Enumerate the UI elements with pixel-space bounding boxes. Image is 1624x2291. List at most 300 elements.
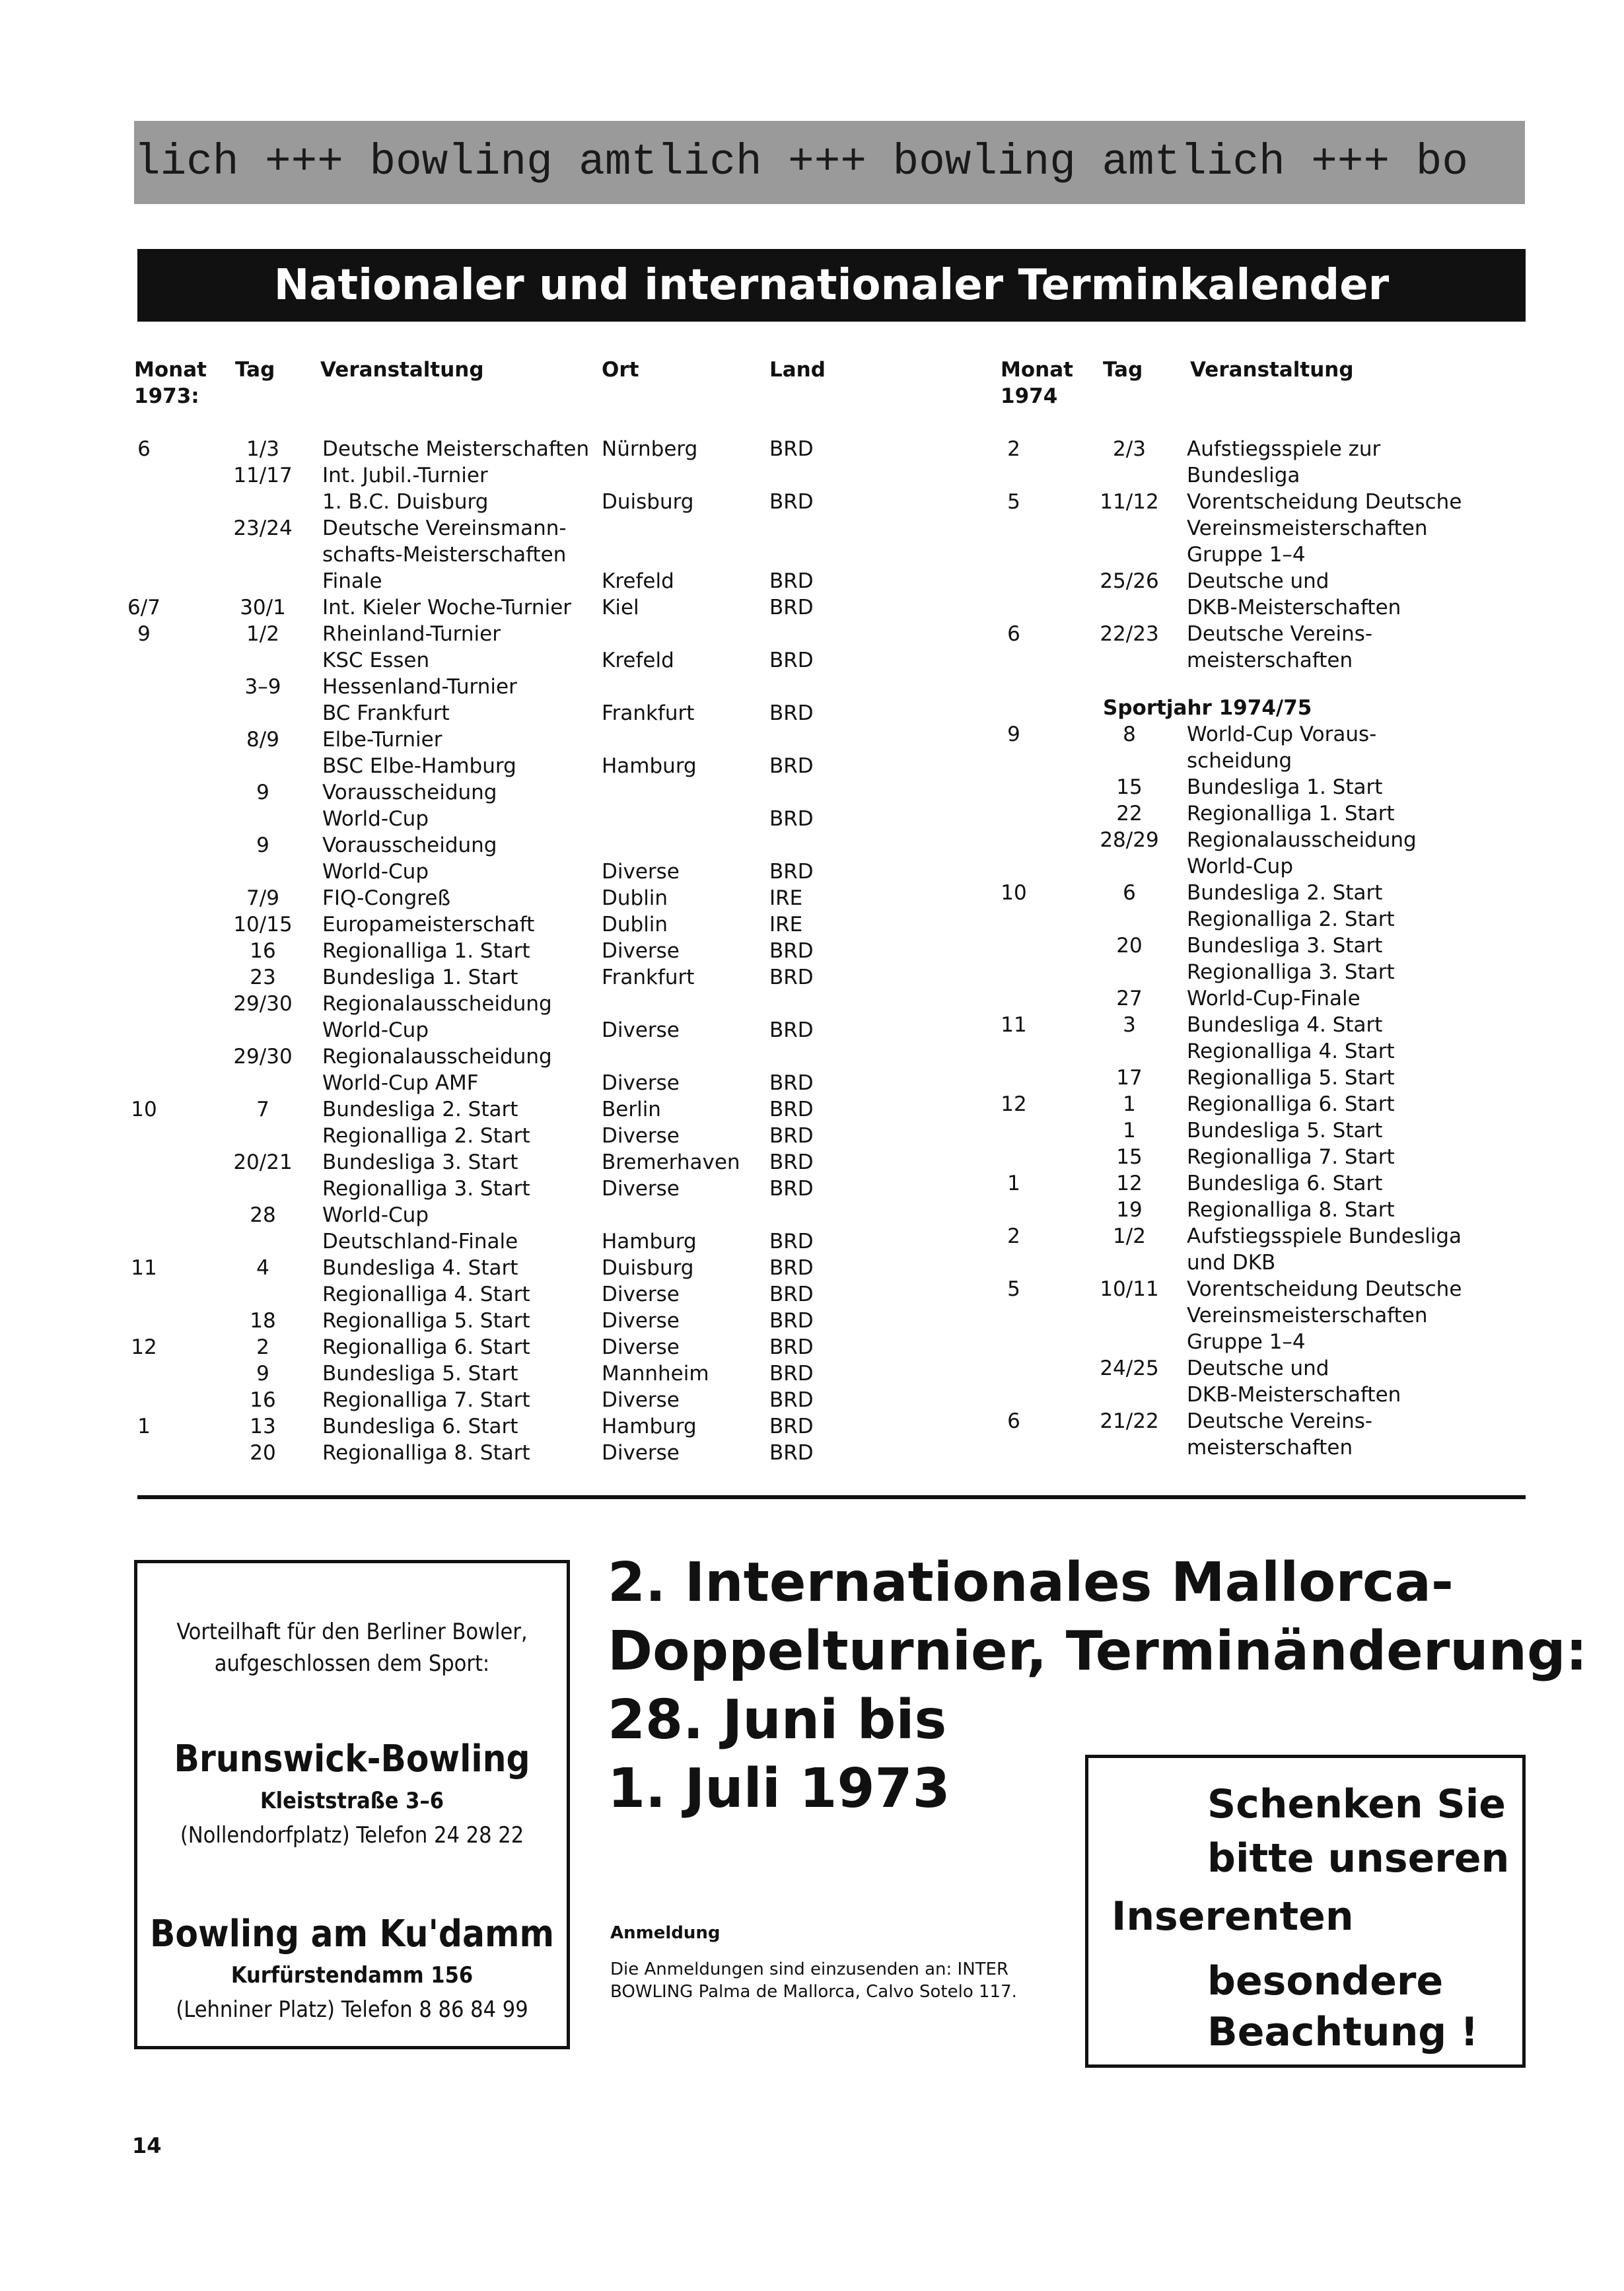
cell-day: 1 bbox=[1123, 1119, 1136, 1143]
ad-phone-brunswick: (Nollendorfplatz) Telefon 24 28 22 bbox=[180, 1822, 524, 1849]
cell-month: 9 bbox=[137, 622, 151, 646]
cell-day: 7/9 bbox=[246, 886, 279, 910]
cell-place: Hamburg bbox=[602, 1415, 697, 1438]
cell-day: 29/30 bbox=[233, 992, 293, 1016]
table-row bbox=[1001, 1065, 1529, 1091]
cell-event: Bundesliga 6. Start bbox=[322, 1415, 518, 1438]
cell-month: 1 bbox=[137, 1415, 151, 1438]
header-event: Veranstaltung bbox=[1190, 358, 1354, 382]
cell-country: BRD bbox=[769, 1441, 814, 1465]
cell-event: Deutsche und bbox=[1187, 1357, 1329, 1380]
cell-event: Bundesliga 1. Start bbox=[322, 966, 518, 989]
cell-day: 20 bbox=[250, 1441, 276, 1465]
table-row bbox=[134, 674, 861, 700]
ad-brunswick-bowling bbox=[134, 1560, 570, 2049]
table-row bbox=[1001, 1012, 1529, 1038]
cell-place: Kiel bbox=[602, 596, 639, 619]
table-row bbox=[134, 515, 861, 542]
ad-intro-line2: aufgeschlossen dem Sport: bbox=[214, 1650, 490, 1677]
cell-month: 5 bbox=[1007, 1277, 1020, 1301]
cell-event: BSC Elbe-Hamburg bbox=[322, 754, 516, 778]
table-row bbox=[134, 1123, 861, 1149]
table-row bbox=[1001, 1091, 1529, 1117]
table-row bbox=[1001, 853, 1529, 880]
sportjahr-heading: Sportjahr 1974/75 bbox=[1103, 696, 1312, 720]
table-row bbox=[1001, 959, 1529, 985]
table-row bbox=[127, 594, 861, 621]
cell-event: Aufstiegsspiele zur bbox=[1187, 437, 1381, 461]
cell-country: BRD bbox=[769, 1177, 814, 1201]
cell-month: 2 bbox=[1007, 437, 1020, 461]
cell-day: 8 bbox=[1123, 723, 1136, 746]
cell-place: Dublin bbox=[602, 886, 668, 910]
cell-country: BRD bbox=[769, 1098, 814, 1121]
cell-day: 19 bbox=[1116, 1198, 1143, 1222]
ad-name-kudamm: Bowling am Ku'damm bbox=[150, 1913, 554, 1956]
table-row bbox=[134, 436, 861, 462]
cell-month: 2 bbox=[1007, 1224, 1020, 1248]
cell-day: 28/29 bbox=[1100, 828, 1159, 852]
cell-place: Hamburg bbox=[602, 754, 697, 778]
cell-month: 6 bbox=[1007, 622, 1020, 646]
cell-event: World-Cup-Finale bbox=[1187, 987, 1360, 1010]
anmeldung-label: Anmeldung bbox=[610, 1923, 721, 1943]
cell-day: 8/9 bbox=[246, 728, 279, 752]
ad-address-brunswick: Kleiststraße 3–6 bbox=[260, 1788, 444, 1814]
cell-event: Deutsche und bbox=[1187, 569, 1329, 593]
cell-event: Finale bbox=[322, 569, 382, 593]
header-country: Land bbox=[769, 358, 826, 382]
table-row bbox=[134, 1413, 861, 1440]
cell-month: 11 bbox=[1001, 1013, 1027, 1037]
table-row bbox=[134, 647, 861, 674]
mallorca-line4: 1. Juli 1973 bbox=[608, 1757, 950, 1820]
table-row bbox=[1001, 542, 1529, 568]
cell-day: 3 bbox=[1123, 1013, 1136, 1037]
table-row bbox=[134, 621, 861, 647]
table-row bbox=[134, 911, 861, 938]
cell-event: Vorentscheidung Deutsche bbox=[1187, 1277, 1462, 1301]
cell-country: BRD bbox=[769, 490, 814, 514]
cell-event: scheidung bbox=[1187, 749, 1292, 773]
table-row bbox=[1001, 594, 1529, 621]
table-row bbox=[134, 1228, 861, 1255]
cell-place: Duisburg bbox=[602, 1256, 694, 1280]
cell-event: Bundesliga 2. Start bbox=[322, 1098, 518, 1121]
ad-right-line1: Schenken Sie bbox=[1207, 1781, 1506, 1827]
table-row bbox=[1001, 647, 1529, 674]
cell-day: 1/3 bbox=[246, 437, 279, 461]
cell-place: Duisburg bbox=[602, 490, 694, 514]
cell-event: Regionalliga 5. Start bbox=[1187, 1066, 1395, 1090]
header-month bbox=[134, 357, 213, 409]
table-row bbox=[1001, 985, 1529, 1012]
mallorca-line1: 2. Internationales Mallorca- bbox=[608, 1551, 1454, 1614]
cell-day: 6 bbox=[1123, 881, 1136, 905]
cell-place: Mannheim bbox=[602, 1362, 709, 1386]
table-row bbox=[1001, 1408, 1529, 1434]
cell-event: Bundesliga 1. Start bbox=[1187, 775, 1383, 799]
cell-country: BRD bbox=[769, 1362, 814, 1386]
schedule-table-1973 bbox=[127, 357, 861, 1479]
cell-month: 6 bbox=[137, 437, 151, 461]
cell-event: Vereinsmeisterschaften bbox=[1187, 516, 1428, 540]
cell-country: BRD bbox=[769, 649, 814, 672]
cell-day: 1 bbox=[1123, 1092, 1136, 1116]
cell-place: Diverse bbox=[602, 1441, 680, 1465]
cell-country: BRD bbox=[769, 1283, 814, 1306]
table-row bbox=[134, 1043, 861, 1070]
cell-day: 9 bbox=[256, 781, 269, 804]
ad-right-line4: besondere bbox=[1207, 1958, 1444, 2004]
cell-event: World-Cup bbox=[322, 807, 429, 831]
cell-event: meisterschaften bbox=[1187, 649, 1353, 672]
cell-event: und DKB bbox=[1187, 1251, 1276, 1275]
cell-month: 5 bbox=[1007, 490, 1020, 514]
header-month bbox=[1001, 357, 1080, 409]
cell-event: Regionalliga 3. Start bbox=[322, 1177, 530, 1201]
cell-day: 1/2 bbox=[1113, 1224, 1146, 1248]
cell-country: IRE bbox=[769, 913, 803, 936]
table-row bbox=[134, 726, 861, 753]
table-row bbox=[134, 938, 861, 964]
cell-event: Vorentscheidung Deutsche bbox=[1187, 490, 1462, 514]
table-row bbox=[134, 1149, 861, 1176]
table-row bbox=[134, 1281, 861, 1308]
table-row bbox=[1001, 1197, 1529, 1223]
cell-event: Bundesliga 5. Start bbox=[322, 1362, 518, 1386]
table-row bbox=[1001, 515, 1529, 542]
table-row bbox=[134, 1202, 861, 1228]
cell-event: Deutsche Vereinsmann- bbox=[322, 516, 567, 540]
table-row bbox=[1001, 1276, 1529, 1302]
table-row bbox=[1001, 880, 1529, 906]
table-row bbox=[1001, 1170, 1529, 1197]
cell-event: Regionalliga 5. Start bbox=[322, 1309, 530, 1333]
cell-country: BRD bbox=[769, 1018, 814, 1042]
page-title: Nationaler und internationaler Terminkalender bbox=[137, 249, 1526, 322]
cell-event: Regionalausscheidung bbox=[322, 1045, 552, 1069]
cell-event: Regionalausscheidung bbox=[1187, 828, 1417, 852]
cell-event: 1. B.C. Duisburg bbox=[322, 490, 489, 514]
cell-event: Deutsche Vereins- bbox=[1187, 622, 1373, 646]
cell-day: 11/12 bbox=[1100, 490, 1159, 514]
cell-country: BRD bbox=[769, 939, 814, 963]
cell-day: 22/23 bbox=[1100, 622, 1159, 646]
table-row bbox=[134, 753, 861, 779]
cell-place: Krefeld bbox=[602, 649, 674, 672]
cell-event: World-Cup bbox=[322, 1203, 429, 1227]
cell-day: 2 bbox=[256, 1335, 269, 1359]
cell-day: 17 bbox=[1116, 1066, 1143, 1090]
table-row bbox=[131, 1096, 861, 1123]
ad-phone-kudamm: (Lehniner Platz) Telefon 8 86 84 99 bbox=[176, 1996, 528, 2023]
table-row bbox=[1001, 1250, 1529, 1276]
cell-event: FIQ-Congreß bbox=[322, 886, 451, 910]
cell-day: 7 bbox=[256, 1098, 269, 1121]
cell-event: Hessenland-Turnier bbox=[322, 675, 517, 699]
cell-place: Nürnberg bbox=[602, 437, 698, 461]
cell-event: Regionalliga 6. Start bbox=[322, 1335, 530, 1359]
banner-text: lich +++ bowling amtlich +++ bowling amtlich +++ bo bbox=[134, 137, 1468, 187]
cell-day: 15 bbox=[1116, 775, 1143, 799]
anmeldung-text: Die Anmeldungen sind einzusenden an: INTER BOWLING Palma de Mallorca, Calvo Sotelo 117. bbox=[610, 1959, 1017, 2002]
cell-event: Aufstiegsspiele Bundesliga bbox=[1187, 1224, 1462, 1248]
table-row bbox=[1001, 1223, 1529, 1250]
cell-place: Diverse bbox=[602, 1018, 680, 1042]
table-row bbox=[1001, 800, 1529, 827]
cell-month: 10 bbox=[131, 1098, 157, 1121]
cell-day: 9 bbox=[256, 833, 269, 857]
cell-month: 10 bbox=[1001, 881, 1027, 905]
cell-country: BRD bbox=[769, 1124, 814, 1148]
table-row bbox=[1001, 1434, 1529, 1461]
cell-event: KSC Essen bbox=[322, 649, 430, 672]
cell-day: 18 bbox=[250, 1309, 276, 1333]
cell-event: Bundesliga 3. Start bbox=[1187, 934, 1383, 958]
cell-country: BRD bbox=[769, 1415, 814, 1438]
cell-event: Bundesliga 3. Start bbox=[322, 1150, 518, 1174]
table-row bbox=[1001, 1038, 1529, 1065]
table-row bbox=[1001, 1144, 1529, 1170]
table-row bbox=[134, 806, 861, 832]
cell-place: Diverse bbox=[602, 1335, 680, 1359]
cell-day: 24/25 bbox=[1100, 1357, 1159, 1380]
cell-country: BRD bbox=[769, 860, 814, 884]
cell-country: BRD bbox=[769, 1388, 814, 1412]
cell-event: Elbe-Turnier bbox=[322, 728, 442, 752]
table-row bbox=[134, 542, 861, 568]
schedule-table-1974 bbox=[1001, 357, 1529, 1479]
table-row bbox=[1001, 1355, 1529, 1382]
cell-event: Regionalliga 7. Start bbox=[322, 1388, 530, 1412]
cell-event: DKB-Meisterschaften bbox=[1187, 596, 1401, 619]
cell-event: Deutsche Vereins- bbox=[1187, 1409, 1373, 1433]
cell-day: 9 bbox=[256, 1362, 269, 1386]
header-month-label: Monat 1973: bbox=[134, 358, 207, 408]
cell-event: Rheinland-Turnier bbox=[322, 622, 501, 646]
cell-day: 20 bbox=[1116, 934, 1143, 958]
cell-place: Frankfurt bbox=[602, 966, 695, 989]
table-row bbox=[134, 700, 861, 726]
cell-event: Regionalliga 8. Start bbox=[1187, 1198, 1395, 1222]
cell-event: World-Cup Voraus- bbox=[1187, 723, 1377, 746]
cell-day: 1/2 bbox=[246, 622, 279, 646]
ad-intro-line1: Vorteilhaft für den Berliner Bowler, bbox=[176, 1619, 528, 1645]
header-place: Ort bbox=[602, 358, 639, 382]
ad-intro bbox=[137, 1616, 567, 1679]
cell-event: DKB-Meisterschaften bbox=[1187, 1383, 1401, 1407]
cell-country: BRD bbox=[769, 754, 814, 778]
cell-event: Regionalliga 4. Start bbox=[1187, 1040, 1395, 1063]
table-row bbox=[1001, 568, 1529, 594]
page-number: 14 bbox=[132, 2133, 162, 2158]
table-row bbox=[1001, 1302, 1529, 1329]
cell-country: BRD bbox=[769, 569, 814, 593]
table-row bbox=[1001, 1329, 1529, 1355]
cell-event: World-Cup bbox=[322, 1018, 429, 1042]
table-row bbox=[134, 964, 861, 991]
cell-month: 12 bbox=[1001, 1092, 1027, 1116]
cell-place: Dublin bbox=[602, 913, 668, 936]
cell-day: 28 bbox=[250, 1203, 276, 1227]
header-day: Tag bbox=[1103, 358, 1143, 382]
cell-place: Berlin bbox=[602, 1098, 661, 1121]
cell-event: World-Cup bbox=[1187, 855, 1293, 878]
table-row bbox=[134, 991, 861, 1017]
cell-day: 22 bbox=[1116, 802, 1143, 826]
table-row bbox=[134, 1017, 861, 1043]
table-row bbox=[1001, 933, 1529, 959]
cell-day: 10/11 bbox=[1100, 1277, 1159, 1301]
cell-place: Bremerhaven bbox=[602, 1150, 740, 1174]
table-row bbox=[1001, 827, 1529, 853]
cell-month: 1 bbox=[1007, 1172, 1020, 1195]
header-banner bbox=[134, 121, 1525, 204]
table-row bbox=[131, 1255, 861, 1281]
divider-rule bbox=[137, 1495, 1526, 1499]
cell-country: BRD bbox=[769, 437, 814, 461]
cell-country: BRD bbox=[769, 1150, 814, 1174]
cell-country: BRD bbox=[769, 1256, 814, 1280]
table-row bbox=[134, 1387, 861, 1413]
cell-event: World-Cup bbox=[322, 860, 429, 884]
cell-event: Bundesliga 4. Start bbox=[1187, 1013, 1383, 1037]
cell-country: BRD bbox=[769, 1335, 814, 1359]
cell-month: 11 bbox=[131, 1256, 157, 1280]
cell-event: Vereinsmeisterschaften bbox=[1187, 1304, 1428, 1327]
table-row bbox=[134, 489, 861, 515]
cell-event: BC Frankfurt bbox=[322, 701, 450, 725]
table-row bbox=[1001, 1382, 1529, 1408]
cell-event: Regionalausscheidung bbox=[322, 992, 552, 1016]
cell-place: Diverse bbox=[602, 939, 680, 963]
cell-event: Regionalliga 2. Start bbox=[1187, 907, 1395, 931]
table-row bbox=[134, 568, 861, 594]
cell-event: Bundesliga 4. Start bbox=[322, 1256, 518, 1280]
cell-event: meisterschaften bbox=[1187, 1436, 1353, 1460]
cell-day: 23/24 bbox=[233, 516, 293, 540]
header-day: Tag bbox=[235, 358, 275, 382]
cell-place: Diverse bbox=[602, 1388, 680, 1412]
ad-right-line3: Inserenten bbox=[1112, 1893, 1354, 1940]
cell-event: Deutsche Meisterschaften bbox=[322, 437, 590, 461]
table-row bbox=[1001, 748, 1529, 774]
header-month-label: Monat 1974 bbox=[1001, 358, 1073, 408]
cell-country: BRD bbox=[769, 1230, 814, 1253]
mallorca-line2: Doppelturnier, Terminänderung: bbox=[608, 1620, 1588, 1683]
table-row bbox=[131, 1334, 861, 1360]
cell-event: Bundesliga bbox=[1187, 464, 1300, 487]
cell-event: Deutschland-Finale bbox=[322, 1230, 518, 1253]
cell-event: Int. Kieler Woche-Turnier bbox=[322, 596, 572, 619]
table-row bbox=[1001, 436, 1529, 462]
cell-day: 11/17 bbox=[233, 464, 293, 487]
cell-country: BRD bbox=[769, 1071, 814, 1095]
cell-event: Regionalliga 1. Start bbox=[322, 939, 530, 963]
cell-day: 3–9 bbox=[244, 675, 281, 699]
cell-day: 29/30 bbox=[233, 1045, 293, 1069]
cell-day: 16 bbox=[250, 939, 276, 963]
cell-country: BRD bbox=[769, 701, 814, 725]
ad-right-line2: bitte unseren bbox=[1207, 1835, 1510, 1882]
cell-event: Regionalliga 8. Start bbox=[322, 1441, 530, 1465]
cell-place: Diverse bbox=[602, 860, 680, 884]
ad-address-kudamm: Kurfürstendamm 156 bbox=[230, 1962, 474, 1989]
cell-place: Krefeld bbox=[602, 569, 674, 593]
cell-month: 6/7 bbox=[127, 596, 160, 619]
cell-place: Diverse bbox=[602, 1283, 680, 1306]
cell-day: 15 bbox=[1116, 1145, 1143, 1169]
table-row bbox=[134, 859, 861, 885]
cell-country: BRD bbox=[769, 966, 814, 989]
table-row bbox=[1001, 1117, 1529, 1144]
cell-event: Regionalliga 3. Start bbox=[1187, 960, 1395, 984]
mallorca-line3: 28. Juni bis bbox=[608, 1689, 947, 1751]
cell-month: 6 bbox=[1007, 1409, 1020, 1433]
cell-place: Hamburg bbox=[602, 1230, 697, 1253]
table-row bbox=[1001, 721, 1529, 748]
cell-event: Gruppe 1–4 bbox=[1187, 1330, 1306, 1354]
table-row bbox=[134, 462, 861, 489]
table-row bbox=[134, 1176, 861, 1202]
cell-month: 12 bbox=[131, 1335, 157, 1359]
cell-event: Bundesliga 2. Start bbox=[1187, 881, 1383, 905]
cell-day: 30/1 bbox=[240, 596, 286, 619]
cell-day: 4 bbox=[256, 1256, 269, 1280]
cell-place: Diverse bbox=[602, 1309, 680, 1333]
cell-country: BRD bbox=[769, 596, 814, 619]
table-row bbox=[1001, 906, 1529, 933]
cell-day: 10/15 bbox=[233, 913, 293, 936]
cell-event: Int. Jubil.-Turnier bbox=[322, 464, 488, 487]
cell-day: 25/26 bbox=[1100, 569, 1159, 593]
header-event: Veranstaltung bbox=[320, 358, 484, 382]
cell-day: 20/21 bbox=[233, 1150, 293, 1174]
cell-event: Vorausscheidung bbox=[322, 781, 497, 804]
table-row bbox=[134, 1070, 861, 1096]
cell-day: 21/22 bbox=[1100, 1409, 1159, 1433]
cell-event: Regionalliga 2. Start bbox=[322, 1124, 530, 1148]
table-row bbox=[1001, 621, 1529, 647]
table-row bbox=[134, 779, 861, 806]
cell-place: Diverse bbox=[602, 1177, 680, 1201]
cell-event: World-Cup AMF bbox=[322, 1071, 479, 1095]
cell-event: Regionalliga 4. Start bbox=[322, 1283, 530, 1306]
table-row bbox=[134, 1308, 861, 1334]
table-row bbox=[134, 832, 861, 859]
cell-day: 12 bbox=[1116, 1172, 1143, 1195]
ad-right-line5: Beachtung ! bbox=[1207, 2009, 1479, 2055]
cell-place: Diverse bbox=[602, 1071, 680, 1095]
cell-event: Vorausscheidung bbox=[322, 833, 497, 857]
cell-event: Bundesliga 5. Start bbox=[1187, 1119, 1383, 1143]
cell-country: BRD bbox=[769, 807, 814, 831]
cell-day: 27 bbox=[1116, 987, 1143, 1010]
table-row bbox=[134, 1360, 861, 1387]
cell-day: 2/3 bbox=[1113, 437, 1146, 461]
cell-event: schafts-Meisterschaften bbox=[322, 543, 567, 567]
table-row bbox=[1001, 774, 1529, 800]
cell-event: Gruppe 1–4 bbox=[1187, 543, 1306, 567]
table-row bbox=[134, 885, 861, 911]
cell-day: 23 bbox=[250, 966, 276, 989]
cell-day: 13 bbox=[250, 1415, 276, 1438]
ad-name-brunswick: Brunswick-Bowling bbox=[174, 1738, 530, 1780]
cell-day: 16 bbox=[250, 1388, 276, 1412]
cell-event: Regionalliga 6. Start bbox=[1187, 1092, 1395, 1116]
cell-event: Regionalliga 1. Start bbox=[1187, 802, 1395, 826]
